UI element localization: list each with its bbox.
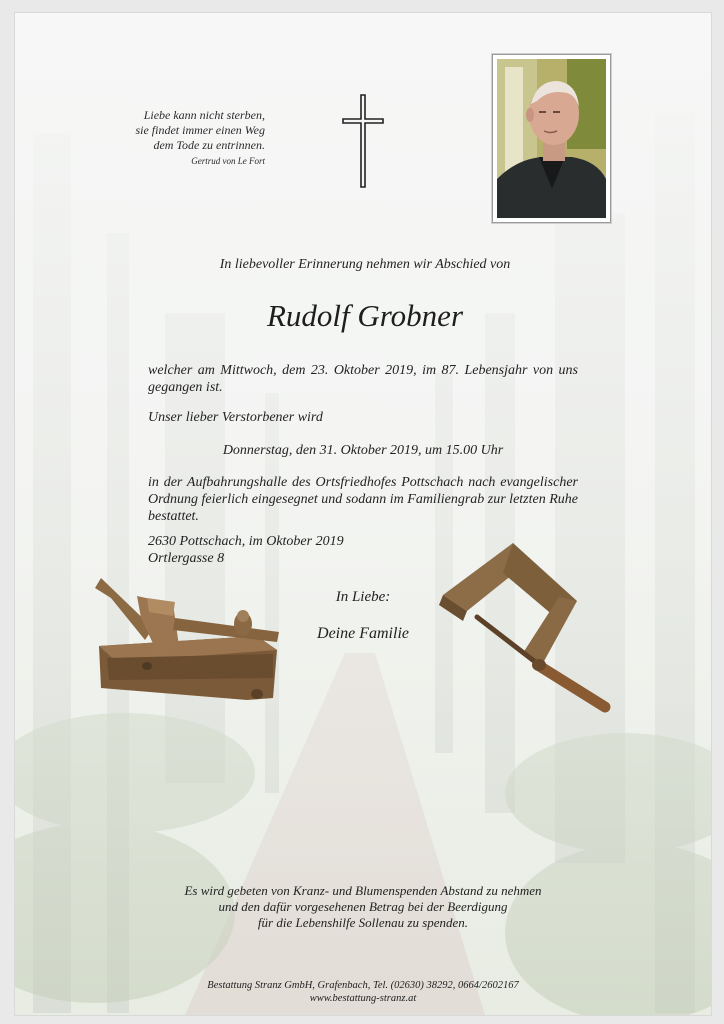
ceremony-text: in der Aufbahrungshalle des Ortsfriedhofes Pottschach nach evangelischer Ordnung feierlich eingesegnet und sodann im Familiengrab zur letzten Ruhe bestattet. [148,475,578,524]
memorial-quote [95,108,265,169]
death-announcement: welcher am Mittwoch, dem 23. Oktober 2019, im 87. Lebensjahr von uns gegangen ist. [148,363,578,395]
deceased-line: Unser lieber Verstorbener wird [148,410,323,425]
cross-icon [341,93,385,189]
intro-text: In liebevoller Erinnerung nehmen wir Abschied von [219,257,511,272]
quote-line: dem Tode zu entrinnen. [153,138,265,152]
quote-line: Liebe kann nicht sterben, [143,108,265,122]
portrait-frame [492,54,611,223]
place-date: 2630 Pottschach, im Oktober 2019 [148,534,344,549]
quote-author: Gertrud von Le Fort [191,156,265,166]
funeral-date: Donnerstag, den 31. Oktober 2019, um 15.00 Uhr [222,443,504,458]
closing-family: Deine Familie [317,625,409,642]
address: Ortlergasse 8 [148,551,225,566]
funeral-home-contact: Bestattung Stranz GmbH, Grafenbach, Tel. (02630) 38292, 0664/2602167 [207,980,519,991]
quote-line: sie findet immer einen Weg [135,123,265,137]
notice-line: und den dafür vorgesehenen Betrag bei der Beerdigung [218,899,508,914]
funeral-home-footer [135,979,591,1005]
deceased-name: Rudolf Grobner [266,298,464,333]
portrait-photo [497,59,606,218]
notice-line: Es wird gebeten von Kranz- und Blumenspenden Abstand zu nehmen [184,883,542,898]
obituary-page [14,12,712,1016]
funeral-home-website[interactable]: www.bestattung-stranz.at [309,993,417,1004]
donation-notice [135,883,591,931]
notice-line: für die Lebenshilfe Sollenau zu spenden. [257,915,469,930]
closing-love: In Liebe: [335,589,391,605]
